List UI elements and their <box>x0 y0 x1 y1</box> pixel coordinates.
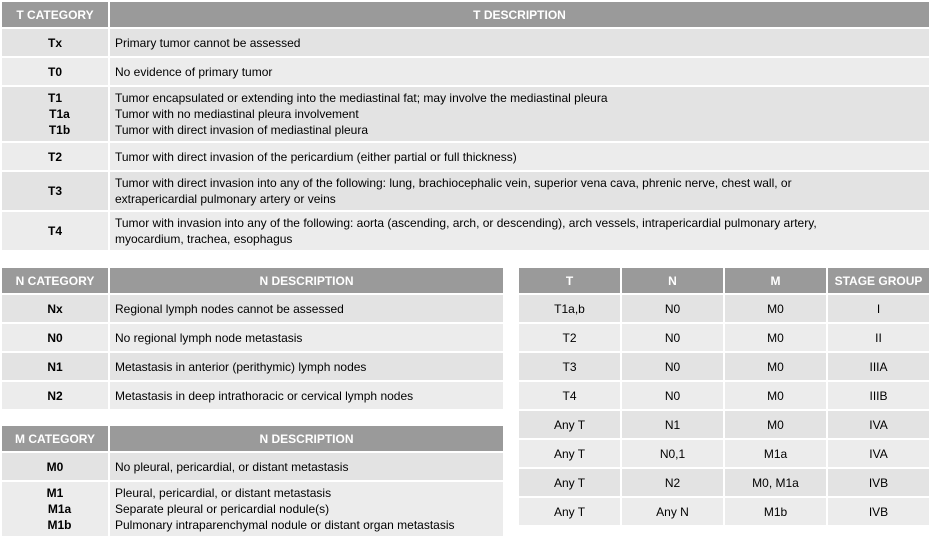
t-category-header: T CATEGORY <box>2 2 108 27</box>
n-category-cell: N0 <box>2 324 108 351</box>
table-row <box>2 143 929 170</box>
stage-t-cell: Any T <box>519 440 620 467</box>
stage-group-cell: II <box>828 324 929 351</box>
table-row <box>2 353 503 380</box>
stage-m-cell: M0 <box>725 353 826 380</box>
description-text: No evidence of primary tumor <box>115 64 273 79</box>
description-text: Tumor with direct invasion of the pericardium (either partial or full thickness) <box>115 149 517 164</box>
t-category-cell <box>2 87 108 141</box>
stage-header-row <box>519 268 929 293</box>
description-text: Tumor with direct invasion into any of the following: lung, brachiocephalic vein, superior vena cava, phrenic nerve, chest wall, or <box>115 176 792 190</box>
n-category-header: N CATEGORY <box>2 268 108 293</box>
description-text: Tumor with invasion into any of the following: aorta (ascending, arch, or descending), arch vessels, intrapericardial pulmonary artery, <box>115 216 817 230</box>
n-header-row <box>2 268 503 293</box>
table-row <box>2 482 503 536</box>
n-category-table <box>0 266 505 411</box>
m-category-header: M CATEGORY <box>2 426 108 451</box>
table-row <box>2 58 929 85</box>
n-category-cell: N2 <box>2 382 108 409</box>
t-description-cell <box>110 212 929 250</box>
description-text: Tumor encapsulated or extending into the mediastinal fat; may involve the mediastinal pleura <box>115 91 608 105</box>
stage-n-cell: Any N <box>622 498 723 525</box>
stage-t-cell: Any T <box>519 469 620 496</box>
n-description-cell: Regional lymph nodes cannot be assessed <box>110 295 503 322</box>
t-description-cell <box>110 172 929 210</box>
t-header-row <box>2 2 929 27</box>
n-description-cell: Metastasis in anterior (perithymic) lymph nodes <box>110 353 503 380</box>
m-category-cell <box>2 482 108 536</box>
stage-t-cell: Any T <box>519 498 620 525</box>
table-row <box>519 469 929 496</box>
t-category-cell <box>2 29 108 56</box>
stage-m-cell: M0, M1a <box>725 469 826 496</box>
table-row <box>519 324 929 351</box>
table-row <box>2 382 503 409</box>
category-code: M1a <box>47 502 72 516</box>
description-text: Pleural, pericardial, or distant metastasis <box>115 486 332 500</box>
m-category-cell: M0 <box>2 453 108 480</box>
category-code: M1b <box>47 518 72 532</box>
stage-group-cell: IVB <box>828 469 929 496</box>
stage-n-cell: N1 <box>622 411 723 438</box>
description-text: Separate pleural or pericardial nodule(s) <box>115 502 330 516</box>
t-description-header: T DESCRIPTION <box>110 2 929 27</box>
stage-group-cell: IIIA <box>828 353 929 380</box>
n-description-cell: Metastasis in deep intrathoracic or cervical lymph nodes <box>110 382 503 409</box>
t-category-cell <box>2 143 108 170</box>
stage-group-cell: IIIB <box>828 382 929 409</box>
table-row <box>2 29 929 56</box>
description-text: Tumor with no mediastinal pleura involvement <box>115 107 359 121</box>
category-code: T4 <box>47 224 62 238</box>
table-row <box>2 453 503 480</box>
stage-t-cell: T4 <box>519 382 620 409</box>
stage-t-cell: T2 <box>519 324 620 351</box>
description-text: Primary tumor cannot be assessed <box>115 35 301 50</box>
stage-n-cell: N0 <box>622 295 723 322</box>
table-row <box>2 324 503 351</box>
stage-m-cell: M0 <box>725 324 826 351</box>
description-text: extrapericardial pulmonary artery or veins <box>115 192 336 206</box>
table-row <box>2 172 929 210</box>
table-row <box>2 212 929 250</box>
stage-t-header: T <box>519 268 620 293</box>
stage-t-cell: T3 <box>519 353 620 380</box>
table-row <box>519 411 929 438</box>
stage-m-cell: M1a <box>725 440 826 467</box>
table-row <box>519 295 929 322</box>
table-row <box>2 87 929 141</box>
n-description-header: N DESCRIPTION <box>110 268 503 293</box>
m-description-header: N DESCRIPTION <box>110 426 503 451</box>
stage-n-header: N <box>622 268 723 293</box>
stage-group-cell: IVB <box>828 498 929 525</box>
stage-group-cell: I <box>828 295 929 322</box>
t-description-cell <box>110 143 929 170</box>
stage-group-table <box>517 266 931 527</box>
m-category-table <box>0 424 505 538</box>
table-row <box>519 382 929 409</box>
description-text: Tumor with direct invasion of mediastinal pleura <box>115 123 369 137</box>
t-category-cell <box>2 212 108 250</box>
t-description-cell <box>110 87 929 141</box>
n-category-cell: Nx <box>2 295 108 322</box>
stage-m-cell: M1b <box>725 498 826 525</box>
t-description-cell <box>110 58 929 85</box>
table-row <box>519 353 929 380</box>
t-category-cell <box>2 58 108 85</box>
stage-t-cell: Any T <box>519 411 620 438</box>
stage-n-cell: N0 <box>622 382 723 409</box>
category-code: T2 <box>47 149 62 164</box>
description-text: myocardium, trachea, esophagus <box>115 232 293 246</box>
stage-m-header: M <box>725 268 826 293</box>
category-code: T1a <box>49 107 70 121</box>
category-code: T0 <box>47 64 62 79</box>
description-text: Pulmonary intraparenchymal nodule or distant organ metastasis <box>115 518 455 532</box>
stage-n-cell: N0,1 <box>622 440 723 467</box>
stage-group-header: STAGE GROUP <box>828 268 929 293</box>
t-category-cell <box>2 172 108 210</box>
category-code: T1 <box>47 91 62 105</box>
stage-group-cell: IVA <box>828 411 929 438</box>
stage-n-cell: N0 <box>622 353 723 380</box>
category-code: M1 <box>46 486 64 500</box>
stage-m-cell: M0 <box>725 411 826 438</box>
stage-m-cell: M0 <box>725 295 826 322</box>
category-code: Tx <box>47 35 62 50</box>
t-category-table <box>0 0 931 252</box>
table-row <box>519 440 929 467</box>
m-description-cell: No pleural, pericardial, or distant metastasis <box>110 453 503 480</box>
table-row <box>2 295 503 322</box>
stage-m-cell: M0 <box>725 382 826 409</box>
stage-group-cell: IVA <box>828 440 929 467</box>
table-row <box>519 498 929 525</box>
category-code: T3 <box>47 184 62 198</box>
n-category-cell: N1 <box>2 353 108 380</box>
t-description-cell <box>110 29 929 56</box>
stage-n-cell: N0 <box>622 324 723 351</box>
m-header-row <box>2 426 503 451</box>
stage-t-cell: T1a,b <box>519 295 620 322</box>
category-code: T1b <box>48 123 71 137</box>
n-description-cell: No regional lymph node metastasis <box>110 324 503 351</box>
stage-n-cell: N2 <box>622 469 723 496</box>
m-description-cell <box>110 482 503 536</box>
